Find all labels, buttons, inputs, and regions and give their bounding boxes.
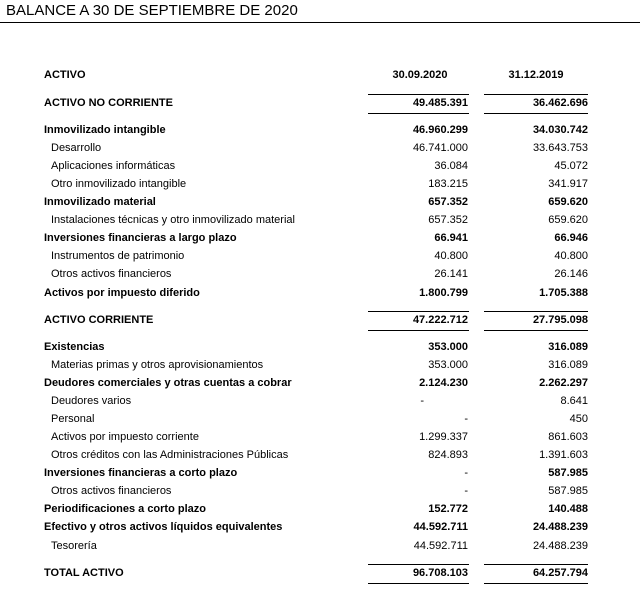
- table-row: [0, 176, 640, 193]
- divider-line: [368, 113, 469, 114]
- table-row: [0, 248, 640, 265]
- row-label: Aplicaciones informáticas: [51, 160, 176, 172]
- table-row: [0, 158, 640, 175]
- value-2019: 24.488.239: [532, 521, 588, 533]
- row-label: Inversiones financieras a corto plazo: [44, 467, 238, 479]
- row-label: ACTIVO CORRIENTE: [44, 314, 154, 326]
- value-2019: 659.620: [548, 214, 588, 226]
- table-row: [0, 519, 640, 536]
- value-2019: 36.462.696: [532, 97, 588, 109]
- table-row: [0, 375, 640, 392]
- row-label: Personal: [51, 413, 95, 425]
- table-row: [0, 312, 640, 329]
- value-2020: 2.124.230: [419, 377, 468, 389]
- table-row: [0, 465, 640, 482]
- value-2019: 33.643.753: [532, 142, 588, 154]
- value-2019: 66.946: [554, 232, 588, 244]
- table-row: [0, 393, 640, 410]
- document-title: BALANCE A 30 DE SEPTIEMBRE DE 2020: [6, 2, 298, 19]
- value-2020: 824.893: [428, 449, 468, 461]
- value-2019: 587.985: [548, 485, 588, 497]
- value-2020: 26.141: [434, 268, 468, 280]
- value-2019: 45.072: [554, 160, 588, 172]
- row-label: Existencias: [44, 341, 105, 353]
- table-row: [0, 429, 640, 446]
- value-2020: -: [464, 413, 468, 425]
- value-2020: 36.084: [434, 160, 468, 172]
- value-2019: 316.089: [548, 359, 588, 371]
- divider-line: [484, 330, 588, 331]
- row-label: Inversiones financieras a largo plazo: [44, 232, 237, 244]
- table-row: [0, 411, 640, 428]
- value-2019: 587.985: [548, 467, 588, 479]
- table-header: [0, 67, 640, 84]
- value-2020: 96.708.103: [412, 567, 468, 579]
- row-label: TOTAL ACTIVO: [44, 567, 124, 579]
- row-label: Efectivo y otros activos líquidos equivalentes: [44, 521, 283, 533]
- header-col-2020: 30.09.2020: [392, 69, 448, 81]
- value-2019: 316.089: [548, 341, 588, 353]
- row-label: Materias primas y otros aprovisionamientos: [51, 359, 264, 371]
- row-label: Inmovilizado material: [44, 196, 156, 208]
- table-row: [0, 538, 640, 555]
- table-row: [0, 140, 640, 157]
- value-2019: 861.603: [548, 431, 588, 443]
- row-label: Activos por impuesto diferido: [44, 287, 200, 299]
- divider-line: [368, 330, 469, 331]
- value-2020: 657.352: [428, 214, 468, 226]
- table-row: [0, 212, 640, 229]
- table-row: [0, 501, 640, 518]
- row-label: Desarrollo: [51, 142, 102, 154]
- row-label: Instalaciones técnicas y otro inmovilizado material: [51, 214, 295, 226]
- table-row: [0, 285, 640, 302]
- value-2020: 44.592.711: [413, 521, 468, 533]
- value-2019: 341.917: [548, 178, 588, 190]
- row-label: Otros activos financieros: [51, 485, 172, 497]
- value-2019: 27.795.098: [532, 314, 588, 326]
- value-2020: -: [464, 467, 468, 479]
- value-2019: 24.488.239: [532, 540, 588, 552]
- title-underline: [0, 22, 640, 23]
- value-2019: 64.257.794: [532, 567, 588, 579]
- table-row: [0, 357, 640, 374]
- row-label: Otros activos financieros: [51, 268, 172, 280]
- row-label: Periodificaciones a corto plazo: [44, 503, 206, 515]
- row-label: Instrumentos de patrimonio: [51, 250, 185, 262]
- table-row: [0, 95, 640, 112]
- row-label: Otros créditos con las Administraciones Públicas: [51, 449, 289, 461]
- value-2019: 1.705.388: [539, 287, 588, 299]
- row-label: Activos por impuesto corriente: [51, 431, 199, 443]
- value-2019: 1.391.603: [539, 449, 588, 461]
- table-row: [0, 447, 640, 464]
- value-2020: -: [464, 485, 468, 497]
- value-2020: 66.941: [434, 232, 468, 244]
- value-2020: -: [420, 395, 424, 407]
- table-row: [0, 122, 640, 139]
- divider-line: [484, 113, 588, 114]
- value-2020: 49.485.391: [412, 97, 468, 109]
- value-2019: 450: [569, 413, 588, 425]
- table-row: [0, 339, 640, 356]
- value-2020: 1.299.337: [419, 431, 468, 443]
- table-row: [0, 194, 640, 211]
- value-2020: 47.222.712: [412, 314, 468, 326]
- value-2019: 26.146: [554, 268, 588, 280]
- header-col-2019: 31.12.2019: [508, 69, 564, 81]
- value-2019: 40.800: [554, 250, 588, 262]
- value-2019: 34.030.742: [532, 124, 588, 136]
- row-label: ACTIVO NO CORRIENTE: [44, 97, 173, 109]
- value-2020: 353.000: [428, 341, 468, 353]
- value-2019: 140.488: [548, 503, 588, 515]
- value-2020: 353.000: [428, 359, 468, 371]
- value-2020: 183.215: [428, 178, 468, 190]
- divider-line: [484, 583, 588, 584]
- row-label: Deudores varios: [51, 395, 132, 407]
- value-2019: 8.641: [560, 395, 588, 407]
- value-2019: 2.262.297: [539, 377, 588, 389]
- table-row: [0, 565, 640, 582]
- value-2020: 657.352: [428, 196, 468, 208]
- row-label: Deudores comerciales y otras cuentas a cobrar: [44, 377, 292, 389]
- divider-line: [368, 583, 469, 584]
- row-label: Otro inmovilizado intangible: [51, 178, 187, 190]
- row-label: Tesorería: [51, 540, 97, 552]
- value-2020: 1.800.799: [419, 287, 468, 299]
- value-2020: 152.772: [428, 503, 468, 515]
- table-row: [0, 266, 640, 283]
- value-2020: 46.741.000: [412, 142, 468, 154]
- header-label: ACTIVO: [44, 69, 86, 81]
- table-row: [0, 483, 640, 500]
- table-row: [0, 230, 640, 247]
- value-2020: 46.960.299: [412, 124, 468, 136]
- row-label: Inmovilizado intangible: [44, 124, 166, 136]
- value-2020: 44.592.711: [413, 540, 468, 552]
- value-2019: 659.620: [548, 196, 588, 208]
- value-2020: 40.800: [434, 250, 468, 262]
